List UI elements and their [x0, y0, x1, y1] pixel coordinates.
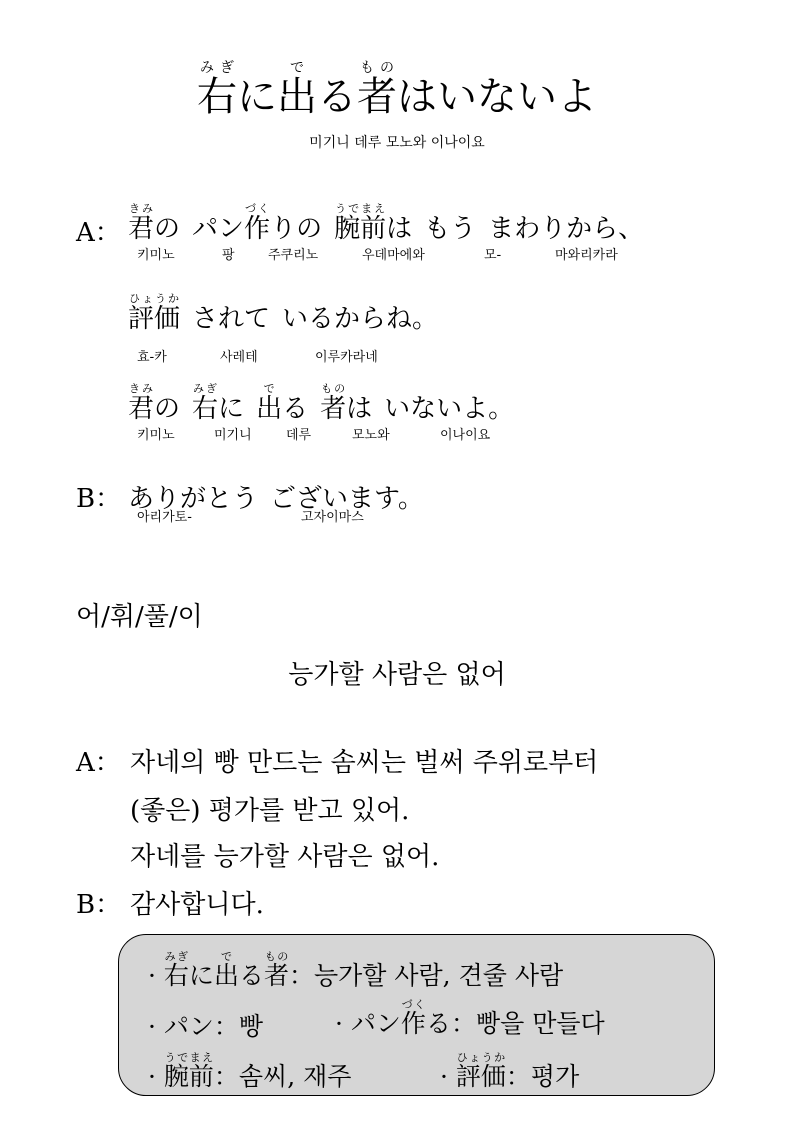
translation-title: 능가할 사람은 없어 — [288, 660, 506, 690]
reading: 키미노 — [137, 428, 175, 443]
reading: 효-카 — [137, 350, 167, 365]
dialogue-line-4: ありがとう ございます。 — [128, 484, 424, 514]
title-kanji-3: 者もの — [357, 60, 397, 120]
speaker-b: B： — [76, 890, 122, 920]
title-kanji-2: 出で — [277, 60, 317, 120]
reading: 키미노 — [137, 248, 175, 263]
translation-line: (좋은) 평가를 받고 있어. — [130, 796, 410, 826]
section-heading: 어/휘/풀/이 — [76, 602, 203, 632]
reading: 모- — [484, 248, 502, 263]
title-reading: 미기니 데루 모노와 이나이요 — [309, 135, 485, 151]
dialogue-line-3: 君きみの 右みぎに 出でる 者ものは いないよ。 — [128, 382, 515, 424]
reading: 데루 — [286, 428, 312, 443]
reading: 주쿠리노 — [268, 248, 319, 263]
reading: 아리가토- — [137, 510, 192, 525]
vocab-item: · 評価ひょうか：평가 — [440, 1051, 580, 1091]
vocab-item: · パン作づくる：빵을 만들다 — [335, 998, 605, 1038]
translation-line: 자네의 빵 만드는 솜씨는 벌써 주위로부터 — [130, 748, 599, 778]
vocab-item: · 右みぎに出でる者もの：능가할 사람, 견줄 사람 — [148, 950, 564, 990]
reading: 우데마에와 — [362, 248, 425, 263]
reading: 고자이마스 — [301, 510, 364, 525]
reading: 사레테 — [220, 350, 258, 365]
reading: 모노와 — [352, 428, 390, 443]
dialogue-line-2: 評価ひょうかされて いるからね。 — [128, 292, 439, 334]
reading: 이루카라네 — [315, 350, 378, 365]
reading: 팡 — [222, 248, 235, 263]
vocab-item: · パン：빵 — [148, 1012, 264, 1041]
speaker-b: B： — [76, 484, 122, 514]
reading: 이나이요 — [440, 428, 491, 443]
speaker-a: A： — [76, 748, 121, 778]
speaker-a: A： — [76, 218, 121, 248]
page-title: 右みぎに出でる者ものはいないよ — [197, 60, 597, 120]
translation-line: 자네를 능가할 사람은 없어. — [130, 842, 440, 872]
vocab-item: · 腕前うでまえ：솜씨, 재주 — [148, 1051, 352, 1091]
reading: 마와리카라 — [555, 248, 618, 263]
reading: 미기니 — [214, 428, 252, 443]
translation-line: 감사합니다. — [130, 890, 264, 920]
title-kanji-1: 右みぎ — [197, 60, 237, 120]
dialogue-line-1: 君きみの パン作づくりの 腕前うでまえは もう まわりから、 — [128, 202, 645, 244]
